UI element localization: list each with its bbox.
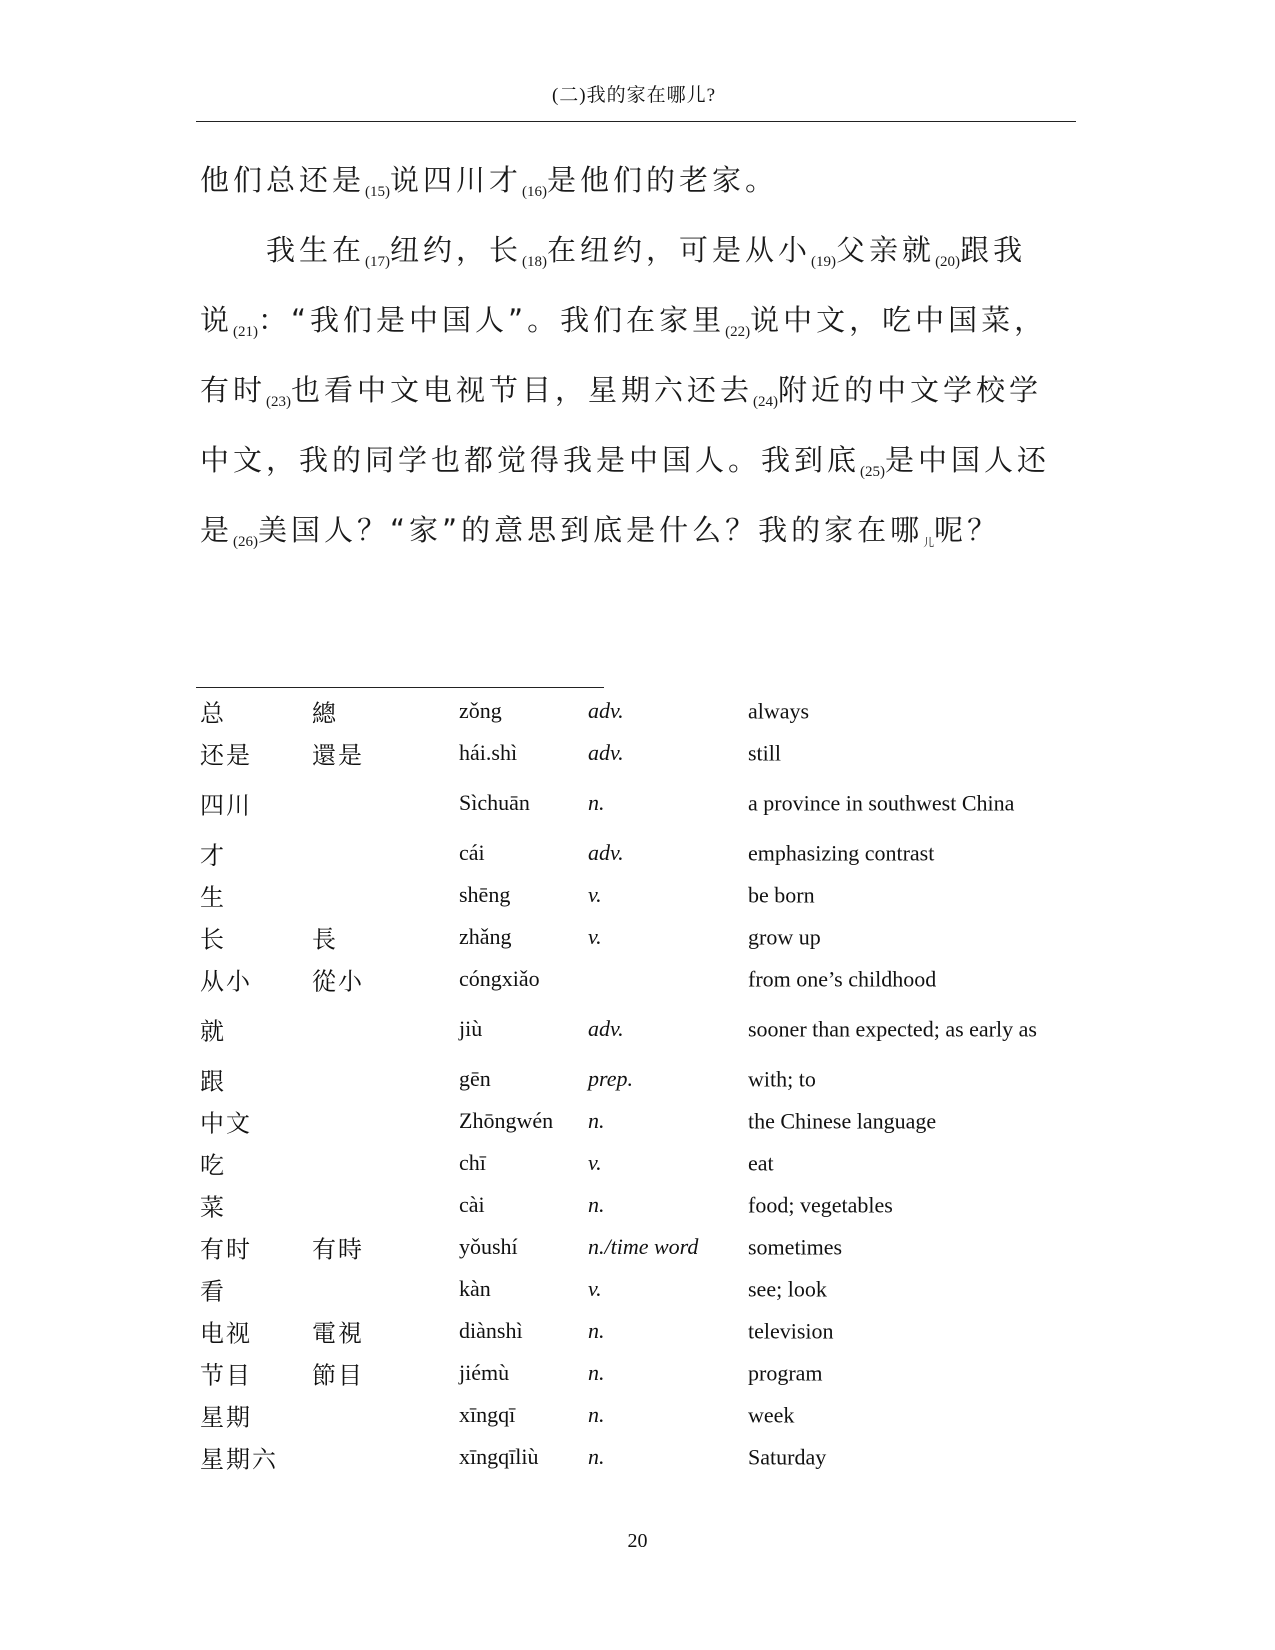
page-number: 20 <box>627 1530 648 1552</box>
vocab-simplified: 菜 <box>200 1193 226 1222</box>
passage-line-6: 是$_{(26)}$美国人？“家”的意思到底是什么？我的家在哪$_儿$呢？ <box>200 513 1001 550</box>
passage-line-3: 说$_{(21)}$：“我们是中国人”。我们在家里$_{(22)}$说中文，吃中国菜， <box>200 303 1048 340</box>
vocab-rule <box>196 687 604 688</box>
vocab-pinyin: Sìchuān <box>459 790 530 815</box>
vocab-part-of-speech: n. <box>588 1318 605 1343</box>
vocab-definition: see; look <box>748 1276 827 1302</box>
vocab-part-of-speech: prep. <box>588 1066 634 1091</box>
vocab-traditional: 長 <box>312 925 338 954</box>
vocab-definition: be born <box>748 882 815 908</box>
vocab-simplified: 电视 <box>200 1319 252 1348</box>
vocab-pinyin: gēn <box>459 1066 491 1091</box>
vocab-part-of-speech: adv. <box>588 1016 624 1041</box>
vocab-ref-25: (25) <box>860 464 886 480</box>
vocab-pinyin: xīngqī <box>459 1402 516 1427</box>
vocab-simplified: 总 <box>200 699 226 728</box>
vocab-row <box>0 1436 1275 1478</box>
passage-line-1: 他们总还是$_{(15)}$说四川才$_{(16)}$是他们的老家。 <box>200 163 779 200</box>
vocab-row <box>0 1142 1275 1184</box>
vocab-definition: from one’s childhood <box>748 966 937 992</box>
vocab-part-of-speech: n. <box>588 1360 605 1385</box>
vocab-part-of-speech: adv. <box>588 698 624 723</box>
vocab-simplified: 中文 <box>200 1109 252 1138</box>
vocab-definition: grow up <box>748 924 821 950</box>
vocab-simplified: 四川 <box>200 791 252 820</box>
vocab-pinyin: Zhōngwén <box>459 1108 554 1133</box>
vocab-simplified: 星期六 <box>200 1445 278 1474</box>
vocab-row <box>0 732 1275 774</box>
vocab-traditional: 還是 <box>312 741 364 770</box>
vocab-simplified: 长 <box>200 925 226 954</box>
vocab-ref-18: (18) <box>522 254 548 270</box>
vocab-pinyin: xīngqīliù <box>459 1444 539 1469</box>
vocab-traditional: 從小 <box>312 967 364 996</box>
vocab-ref-15: (15) <box>365 184 391 200</box>
vocab-row <box>0 874 1275 916</box>
vocab-traditional: 有時 <box>312 1235 364 1264</box>
vocab-definition: emphasizing contrast <box>748 840 935 866</box>
vocab-simplified: 从小 <box>200 967 252 996</box>
passage-line-5: 中文，我的同学也都觉得我是中国人。我到底$_{(25)}$是中国人还 <box>200 443 1051 480</box>
vocab-definition: with; to <box>748 1066 816 1092</box>
vocab-traditional: 電視 <box>312 1319 364 1348</box>
vocab-ref-26: (26) <box>233 534 259 550</box>
vocab-row <box>0 1058 1275 1100</box>
vocab-definition: week <box>748 1402 795 1428</box>
vocab-definition: sooner than expected; as early as <box>748 1016 1037 1042</box>
vocab-row <box>0 1000 1275 1058</box>
vocab-ref-22: (22) <box>725 324 751 340</box>
vocab-row <box>0 958 1275 1000</box>
vocab-part-of-speech: adv. <box>588 840 624 865</box>
vocab-pinyin: cóngxiǎo <box>459 966 540 991</box>
passage-line-2: 我生在$_{(17)}$纽约，长$_{(18)}$在纽约，可是从小$_{(19)}$父亲就$_{(20)}$跟我 <box>266 233 1027 270</box>
vocab-part-of-speech: n. <box>588 1108 605 1133</box>
vocab-part-of-speech: adv. <box>588 740 624 765</box>
vocab-part-of-speech: n./time word <box>588 1234 699 1259</box>
vocab-pinyin: yǒushí <box>459 1234 518 1259</box>
vocabulary-list <box>0 690 1275 1478</box>
vocab-traditional: 節目 <box>312 1361 364 1390</box>
vocab-simplified: 星期 <box>200 1403 252 1432</box>
vocab-simplified: 看 <box>200 1277 226 1306</box>
vocab-pinyin: jiémù <box>459 1360 510 1385</box>
vocab-row <box>0 1352 1275 1394</box>
vocab-part-of-speech: v. <box>588 1150 602 1175</box>
vocab-simplified: 有时 <box>200 1235 252 1264</box>
vocab-definition: still <box>748 740 782 766</box>
vocab-row <box>0 1394 1275 1436</box>
vocab-definition: television <box>748 1318 834 1344</box>
vocab-simplified: 节目 <box>200 1361 252 1390</box>
vocab-row <box>0 832 1275 874</box>
vocab-simplified: 跟 <box>200 1067 226 1096</box>
vocab-ref-16: (16) <box>522 184 548 200</box>
vocab-pinyin: shēng <box>459 882 511 907</box>
vocab-definition: food; vegetables <box>748 1192 893 1218</box>
passage-line-4: 有时$_{(23)}$也看中文电视节目，星期六还去$_{(24)}$附近的中文学校学 <box>200 373 1043 410</box>
vocab-row <box>0 774 1275 832</box>
vocab-simplified: 生 <box>200 883 226 912</box>
vocab-pinyin: chī <box>459 1150 486 1175</box>
vocab-pinyin: cái <box>459 840 485 865</box>
vocab-ref-24: (24) <box>753 394 779 410</box>
vocab-pinyin: zhǎng <box>459 924 512 949</box>
vocab-definition: program <box>748 1360 823 1386</box>
vocab-ref-20: (20) <box>935 254 961 270</box>
vocab-definition: always <box>748 698 810 724</box>
header-rule <box>196 121 1076 122</box>
vocab-row <box>0 1100 1275 1142</box>
vocab-simplified: 才 <box>200 841 226 870</box>
vocab-traditional: 總 <box>312 699 338 728</box>
vocab-row <box>0 690 1275 732</box>
vocab-row <box>0 1184 1275 1226</box>
vocab-part-of-speech: v. <box>588 924 602 949</box>
vocab-pinyin: diànshì <box>459 1318 523 1343</box>
vocab-simplified: 就 <box>200 1017 226 1046</box>
vocab-part-of-speech: n. <box>588 1402 605 1427</box>
vocab-ref-21: (21) <box>233 324 259 340</box>
vocab-row <box>0 1310 1275 1352</box>
vocab-pinyin: kàn <box>459 1276 491 1301</box>
vocab-pinyin: cài <box>459 1192 485 1217</box>
reading-passage <box>200 148 1080 568</box>
vocab-simplified: 吃 <box>200 1151 226 1180</box>
vocab-definition: a province in southwest China <box>748 790 1015 816</box>
erhua-mark: 儿 <box>923 536 935 549</box>
vocab-definition: Saturday <box>748 1444 827 1470</box>
vocab-row <box>0 916 1275 958</box>
vocab-simplified: 还是 <box>200 741 252 770</box>
vocab-definition: the Chinese language <box>748 1108 937 1134</box>
vocab-part-of-speech: v. <box>588 882 602 907</box>
vocab-part-of-speech: n. <box>588 1444 605 1469</box>
vocab-definition: sometimes <box>748 1234 843 1260</box>
vocab-pinyin: hái.shì <box>459 740 518 765</box>
vocab-pinyin: zǒng <box>459 698 502 723</box>
vocab-part-of-speech: n. <box>588 1192 605 1217</box>
vocab-ref-23: (23) <box>266 394 292 410</box>
vocab-definition: eat <box>748 1150 774 1176</box>
vocab-part-of-speech: n. <box>588 790 605 815</box>
vocab-part-of-speech: v. <box>588 1276 602 1301</box>
running-header: (二)我的家在哪儿? <box>551 85 717 106</box>
vocab-row <box>0 1268 1275 1310</box>
vocab-ref-17: (17) <box>365 254 391 270</box>
vocab-ref-19: (19) <box>811 254 837 270</box>
vocab-row <box>0 1226 1275 1268</box>
vocab-pinyin: jiù <box>459 1016 483 1041</box>
